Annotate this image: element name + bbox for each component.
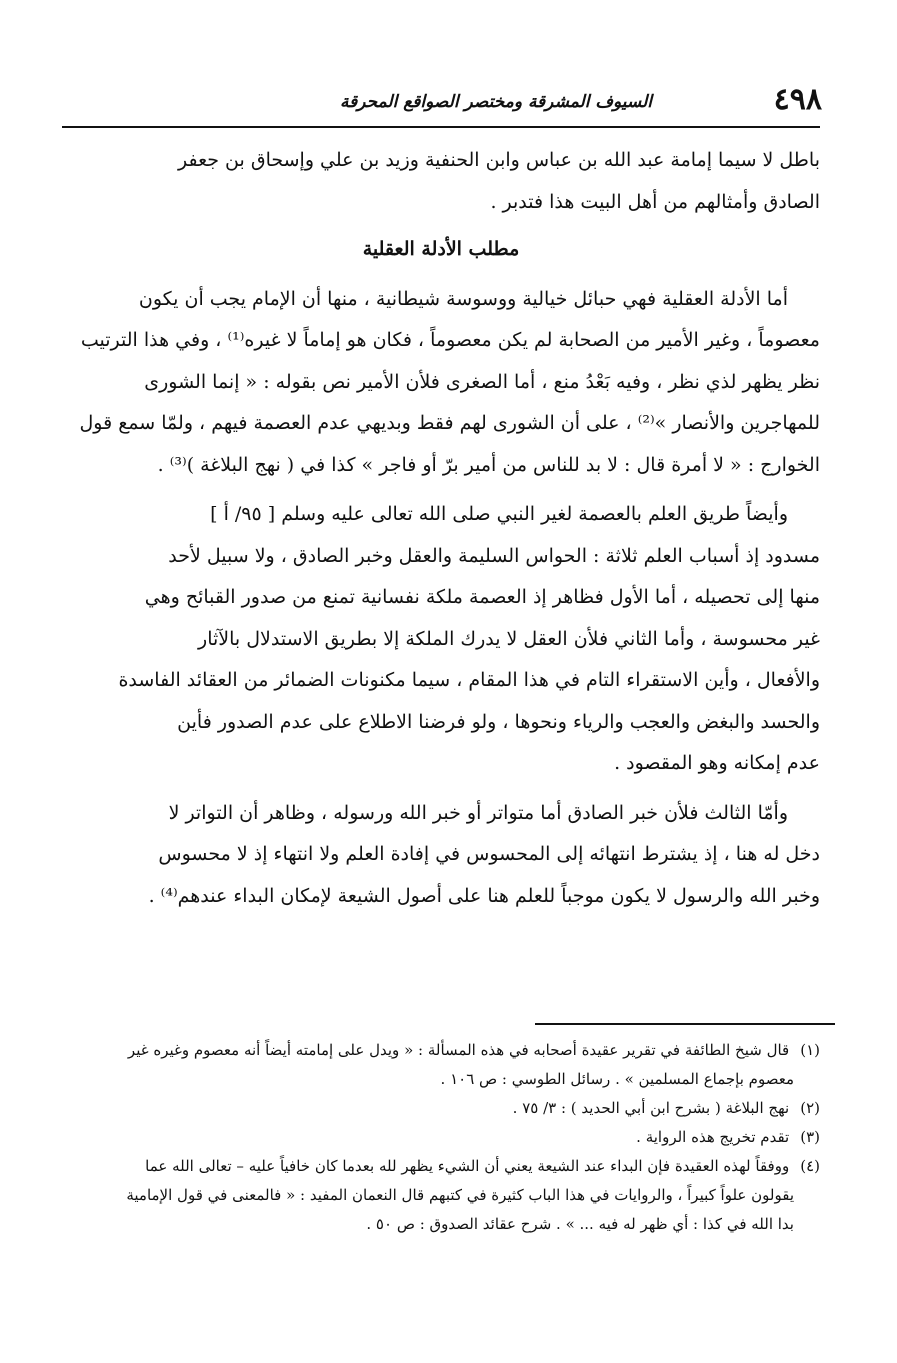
running-title: السيوف المشرقة ومختصر الصواقع المحرقة (340, 92, 652, 112)
footnote-2 (62, 1094, 820, 1123)
footnote-4 (62, 1152, 820, 1181)
text-line: دخل له هنا ، إذ يشترط انتهائه إلى المحسوس في إفادة العلم ولا انتهاء إذ لا محسوس (158, 843, 820, 865)
text-line: نظر يظهر لذي نظر ، وفيه بَعْدُ منع ، أما الصغرى فلأن الأمير نص بقوله : « إنما الشورى (144, 370, 820, 393)
text-line: عدم إمكانه وهو المقصود . (614, 752, 820, 774)
footnote-number: (٢) (800, 1099, 820, 1117)
footnote-text: قال شيخ الطائفة في تقرير عقيدة أصحابه في هذه المسألة : « ويدل على إمامته أيضاً أنه معصوم وغيره غير (127, 1041, 790, 1059)
footnote-1 (62, 1036, 820, 1065)
header-divider (62, 126, 820, 128)
footnote-divider (535, 1023, 835, 1025)
footnote-text: ووفقاً لهذه العقيدة فإن البداء عند الشيعة يعني أن الشيء يظهر لله بعدما كان خافياً عليه – تعالى الله عما (145, 1157, 790, 1175)
footnote-number: (٣) (800, 1128, 820, 1146)
section-heading: مطلب الأدلة العقلية (362, 238, 520, 260)
main-text (62, 140, 820, 917)
text-line: والحسد والبغض والعجب والرياء ونحوها ، ولو فرضنا الاطلاع على عدم الصدور فأين (177, 710, 820, 733)
text-line: الصادق وأمثالهم من أهل البيت هذا فتدبر . (490, 190, 820, 213)
text-line: باطل لا سيما إمامة عبد الله بن عباس وابن الحنفية وزيد بن علي وإسحاق بن جعفر (177, 149, 820, 171)
text-line: أما الأدلة العقلية فهي حبائل خيالية ووسوسة شيطانية ، منها أن الإمام يجب أن يكون (138, 287, 788, 310)
footnote-line: معصوم بإجماع المسلمين » . رسائل الطوسي : ص ١٠٦ . (440, 1070, 794, 1088)
text-line: مسدود إذ أسباب العلم ثلاثة : الحواس السليمة والعقل وخبر الصادق ، ولا سبيل لأحد (168, 544, 820, 567)
text-line: والأفعال ، وأين الاستقراء التام في هذا المقام ، سيما مكنونات الضمائر من العقائد الفاسدة (118, 669, 820, 691)
text-line: غير محسوسة ، وأما الثاني فلأن العقل لا يدرك الملكة إلا بطريق الاستدلال بالآثار (198, 627, 820, 650)
footnote-line: بدا الله في كذا : أي ظهر له فيه ... » . شرح عقائد الصدوق : ص ٥٠ . (366, 1215, 794, 1233)
footnote-text: تقدم تخريج هذه الرواية . (636, 1128, 790, 1146)
text-line: للمهاجرين والأنصار »⁽²⁾ ، على أن الشورى لهم فقط وبديهي عدم العصمة فيهم ، ولمّا سمع قول (79, 412, 820, 434)
footnotes (62, 1036, 820, 1239)
footnote-number: (١) (800, 1041, 820, 1059)
text-line: الخوارج : « لا أمرة قال : لا بد للناس من أمير برّ أو فاجر » كذا في ( نهج البلاغة )⁽³⁾ . (157, 453, 820, 476)
footnote-number: (٤) (800, 1157, 820, 1175)
footnote-line: يقولون علواً كبيراً ، والروايات في هذا الباب كثيرة في كتبهم قال النعمان المفيد : « فالمعنى في قول الإمامية (126, 1186, 794, 1204)
text-line: منها إلى تحصيله ، أما الأول فظاهر إذ العصمة ملكة نفسانية تمنع من صدور القبائح وهي (144, 586, 820, 608)
text-line: وأيضاً طريق العلم بالعصمة لغير النبي صلى الله تعالى عليه وسلم [ ٩٥/ أ ] (210, 503, 788, 525)
page-number: ٤٩٨ (773, 82, 822, 117)
footnote-text: نهج البلاغة ( بشرح ابن أبي الحديد ) : ٣/ ٧٥ . (512, 1099, 790, 1117)
text-line: معصوماً ، وغير الأمير من الصحابة لم يكن معصوماً ، فكان هو إماماً لا غيره⁽¹⁾ ، وفي هذا الترتيب (80, 329, 820, 351)
text-line: وخبر الله والرسول لا يكون موجباً للعلم هنا على أصول الشيعة لإمكان البداء عندهم⁽⁴⁾ . (148, 884, 820, 907)
text-line: وأمّا الثالث فلأن خبر الصادق أما متواتر أو خبر الله ورسوله ، وظاهر أن التواتر لا (168, 801, 788, 824)
page-header (62, 80, 822, 124)
footnote-3 (62, 1123, 820, 1152)
